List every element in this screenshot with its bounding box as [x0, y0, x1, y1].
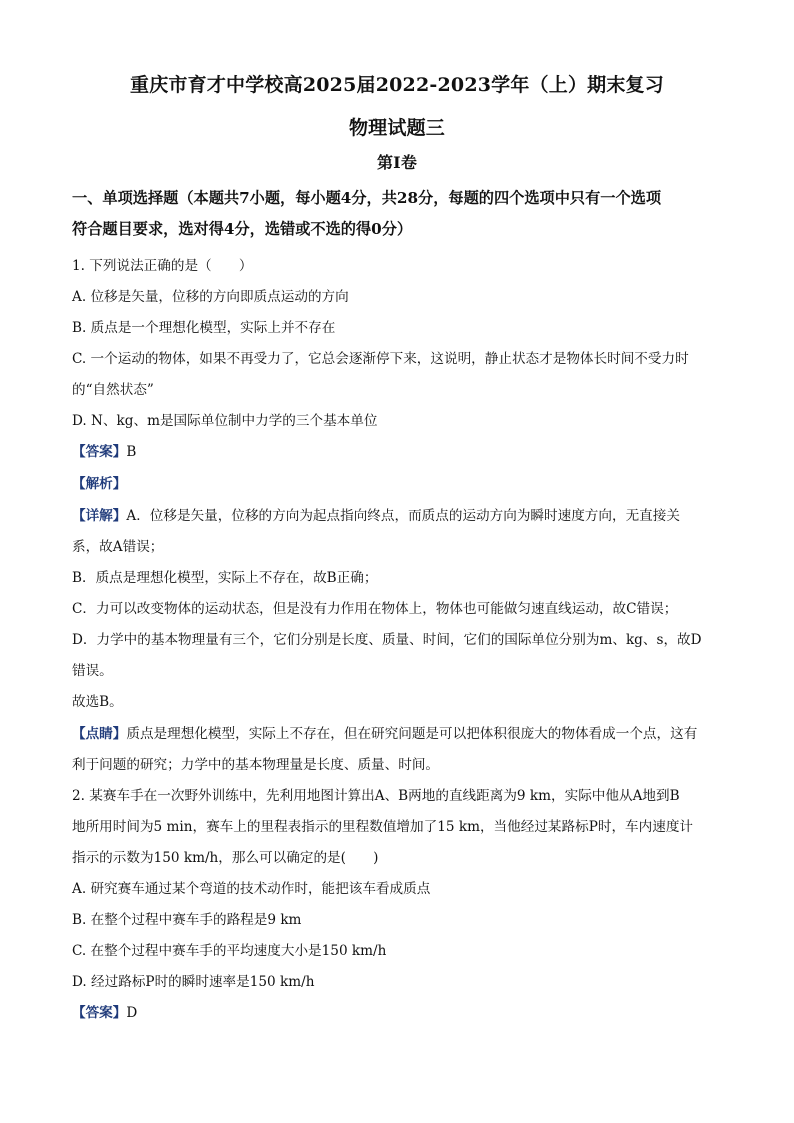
answer-tag: 【答案】 — [72, 444, 127, 460]
comment-tag: 【点睛】 — [72, 726, 127, 742]
q1-detail-d-line2: 错误。 — [72, 663, 113, 679]
section-heading-line1: 一、单项选择题（本题共7小题，每小题4分，共28分，每题的四个选项中只有一个选项 — [72, 189, 662, 207]
q2-answer — [72, 1003, 722, 1023]
q1-detail-c: C．力可以改变物体的运动状态，但是没有力作用在物体上，物体也可能做匀速直线运动，故C错误； — [72, 601, 678, 617]
q1-option-b: B. 质点是一个理想化模型，实际上并不存在 — [72, 320, 336, 336]
q1-analysis — [72, 474, 722, 494]
q2-option-c: C. 在整个过程中赛车手的平均速度大小是150 km/h — [72, 943, 387, 959]
answer-tag: 【答案】 — [72, 1005, 127, 1021]
section-heading-line2: 符合题目要求，选对得4分，选错或不选的得0分） — [72, 220, 413, 238]
detail-a-text: A．位移是矢量，位移的方向为起点指向终点，而质点的运动方向为瞬时速度方向，无直接关 — [126, 508, 680, 524]
detail-tag: 【详解】 — [72, 508, 127, 524]
q2-option-a: A. 研究赛车通过某个弯道的技术动作时，能把该车看成质点 — [72, 881, 431, 897]
q2-stem-line2: 地所用时间为5 min，赛车上的里程表指示的里程数值增加了15 km，当他经过某路标P时，车内速度计 — [72, 819, 694, 835]
q1-answer — [72, 442, 722, 462]
q1-comment-line2: 利于问题的研究；力学中的基本物理量是长度、质量、时间。 — [72, 757, 440, 773]
answer-value: B — [126, 444, 137, 460]
exam-subtitle: 物理试题三 — [348, 117, 445, 139]
answer-value: D — [126, 1005, 138, 1021]
q1-detail-a-line2: 系，故A错误； — [72, 539, 164, 555]
q2-option-b: B. 在整个过程中赛车手的路程是9 km — [72, 912, 302, 928]
q1-detail-d-line1: D．力学中的基本物理量有三个，它们分别是长度、质量、时间，它们的国际单位分别为m、kg、s，故D — [72, 632, 702, 648]
comment-text: 质点是理想化模型，实际上不存在，但在研究问题是可以把体积很庞大的物体看成一个点，这有 — [126, 726, 698, 742]
volume-label: 第I卷 — [376, 153, 418, 172]
q1-option-d: D. N、kg、m是国际单位制中力学的三个基本单位 — [72, 413, 378, 429]
q2-stem-line1: 2. 某赛车手在一次野外训练中，先利用地图计算出A、B两地的直线距离为9 km，实际中他从A地到B — [72, 788, 680, 804]
exam-title: 重庆市育才中学校高2025届2022-2023学年（上）期末复习 — [130, 74, 664, 96]
q1-comment-line1 — [72, 724, 722, 744]
analysis-tag: 【解析】 — [72, 476, 127, 492]
q1-detail-a-line1 — [72, 506, 722, 526]
q1-option-a: A. 位移是矢量，位移的方向即质点运动的方向 — [72, 289, 349, 305]
q1-conclusion: 故选B。 — [72, 694, 123, 710]
q1-detail-b: B．质点是理想化模型，实际上不存在，故B正确； — [72, 570, 378, 586]
q1-option-c-line2: 的“自然状态” — [72, 382, 154, 398]
q1-option-c-line1: C. 一个运动的物体，如果不再受力了，它总会逐渐停下来，这说明，静止状态才是物体长时间不受力时 — [72, 351, 689, 367]
q2-stem-line3: 指示的示数为150 km/h，那么可以确定的是( ) — [72, 850, 379, 866]
q1-stem: 1. 下列说法正确的是（ ） — [72, 258, 253, 274]
q2-option-d: D. 经过路标P时的瞬时速率是150 km/h — [72, 974, 315, 990]
